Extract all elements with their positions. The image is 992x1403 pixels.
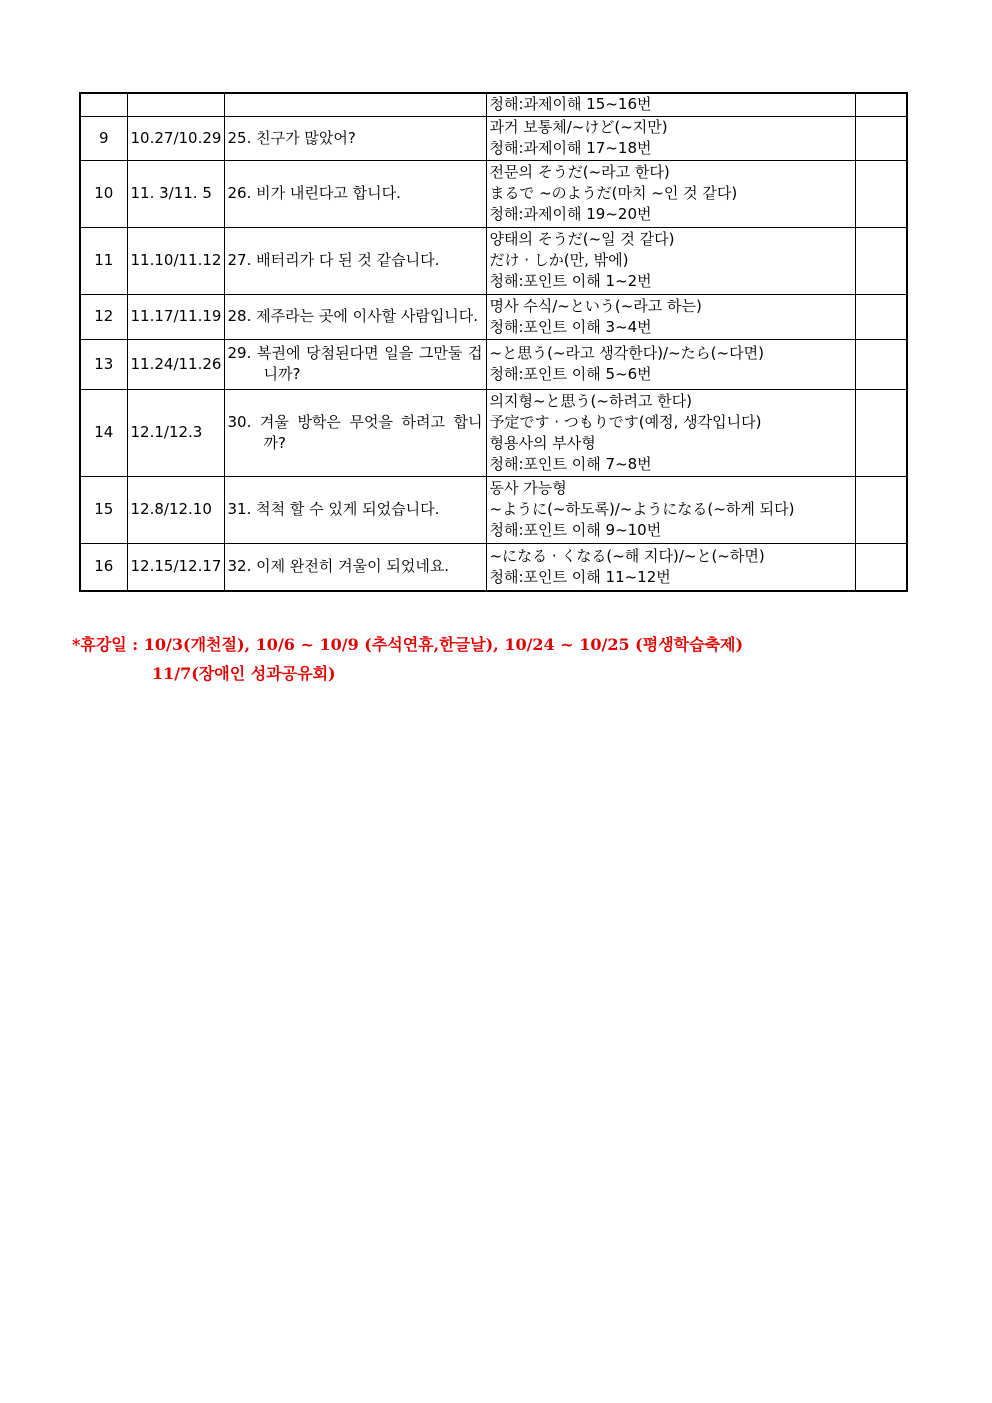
lesson-topic: 31. 척척 할 수 있게 되었습니다. (224, 476, 486, 543)
week-number (80, 93, 127, 116)
lesson-topic: 32. 이제 완전히 겨울이 되었네요. (224, 543, 486, 591)
table-row (80, 389, 907, 476)
week-number: 16 (80, 543, 127, 591)
table-row (80, 160, 907, 227)
class-date: 11.10/11.12 (127, 227, 224, 294)
lesson-topic: 27. 배터리가 다 된 것 같습니다. (224, 227, 486, 294)
table-row (80, 93, 907, 116)
lesson-content: 명사 수식/~という(~라고 하는) 청해:포인트 이해 3~4번 (486, 294, 855, 339)
remarks-cell (855, 543, 907, 591)
week-number: 12 (80, 294, 127, 339)
class-date: 12.15/12.17 (127, 543, 224, 591)
lesson-content: 양태의 そうだ(~일 것 같다) だけ · しか(만, 밖에) 청해:포인트 이해 1~2번 (486, 227, 855, 294)
week-number: 14 (80, 389, 127, 476)
class-date: 12.8/12.10 (127, 476, 224, 543)
lesson-content: ~と思う(~라고 생각한다)/~たら(~다면) 청해:포인트 이해 5~6번 (486, 339, 855, 389)
lesson-topic (224, 93, 486, 116)
remarks-cell (855, 339, 907, 389)
table-row (80, 476, 907, 543)
lesson-topic: 28. 제주라는 곳에 이사할 사람입니다. (224, 294, 486, 339)
holiday-notice-line: *휴강일 : 10/3(개천절), 10/6 ~ 10/9 (추석연휴,한글날), 10/24 ~ 10/25 (평생학습축제) (72, 635, 744, 654)
lesson-content: 동사 가능형 ~ように(~하도록)/~ようになる(~하게 되다) 청해:포인트 이해 9~10번 (486, 476, 855, 543)
schedule-table (79, 92, 908, 592)
table-row (80, 339, 907, 389)
class-date: 11.17/11.19 (127, 294, 224, 339)
week-number: 10 (80, 160, 127, 227)
remarks-cell (855, 93, 907, 116)
class-date: 11. 3/11. 5 (127, 160, 224, 227)
lesson-content: 의지형~と思う(~하려고 한다) 予定です · つもりです(예정, 생각입니다) 형용사의 부사형 청해:포인트 이해 7~8번 (486, 389, 855, 476)
class-date (127, 93, 224, 116)
week-number: 11 (80, 227, 127, 294)
lesson-content: ~になる · くなる(~해 지다)/~と(~하면) 청해:포인트 이해 11~12번 (486, 543, 855, 591)
lesson-topic: 30. 겨울 방학은 무엇을 하려고 합니까? (224, 389, 486, 476)
lesson-content: 과거 보통체/~けど(~지만) 청해:과제이해 17~18번 (486, 116, 855, 160)
class-date: 11.24/11.26 (127, 339, 224, 389)
remarks-cell (855, 227, 907, 294)
remarks-cell (855, 476, 907, 543)
class-date: 10.27/10.29 (127, 116, 224, 160)
table-row (80, 227, 907, 294)
holiday-notice (72, 630, 743, 688)
lesson-topic: 26. 비가 내린다고 합니다. (224, 160, 486, 227)
week-number: 13 (80, 339, 127, 389)
remarks-cell (855, 116, 907, 160)
lesson-content: 청해:과제이해 15~16번 (486, 93, 855, 116)
table-row (80, 116, 907, 160)
remarks-cell (855, 160, 907, 227)
lesson-content: 전문의 そうだ(~라고 한다) まるで ~のようだ(마치 ~인 것 같다) 청해:과제이해 19~20번 (486, 160, 855, 227)
week-number: 15 (80, 476, 127, 543)
table-row (80, 543, 907, 591)
holiday-notice-line: 11/7(장애인 성과공유회) (152, 664, 336, 683)
remarks-cell (855, 389, 907, 476)
lesson-topic: 29. 복권에 당첨된다면 일을 그만둘 겁니까? (224, 339, 486, 389)
class-date: 12.1/12.3 (127, 389, 224, 476)
remarks-cell (855, 294, 907, 339)
lesson-topic: 25. 친구가 많았어? (224, 116, 486, 160)
table-row (80, 294, 907, 339)
week-number: 9 (80, 116, 127, 160)
